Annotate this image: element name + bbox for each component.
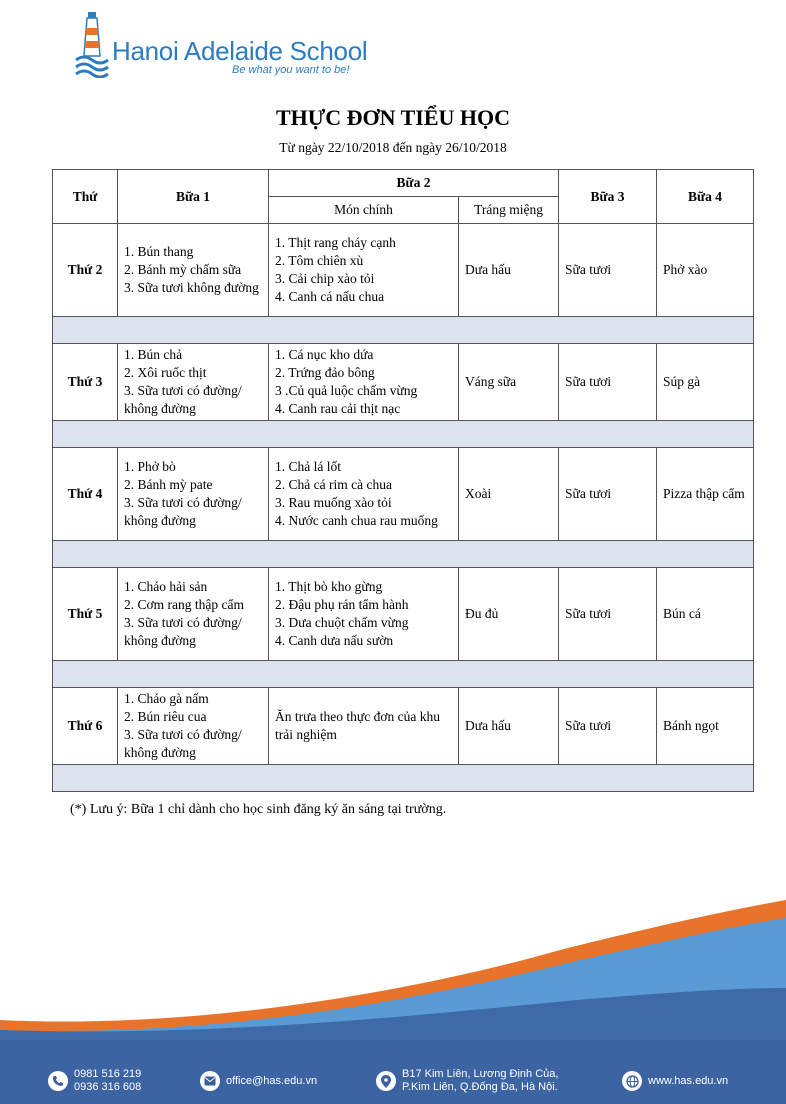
meal3-cell: Sữa tươi [559, 448, 657, 541]
header-meal2: Bữa 2 [269, 170, 559, 197]
separator-row [53, 421, 754, 448]
main-dish-item: 1. Cá nục kho dứa [275, 347, 374, 362]
globe-icon [622, 1071, 642, 1091]
dessert-cell: Váng sữa [459, 344, 559, 421]
meal4-cell: Bún cá [657, 568, 754, 661]
website-link[interactable]: www.has.edu.vn [648, 1074, 729, 1087]
meal1-item: 1. Cháo hải sản [124, 579, 208, 594]
phone-number-1[interactable]: 0981 516 219 [74, 1068, 142, 1080]
meal1-item: 1. Phở bò [124, 459, 176, 474]
separator-row [53, 765, 754, 792]
main-dish-cell [269, 568, 459, 661]
main-dish-item: 4. Canh cá nấu chua [275, 289, 385, 304]
main-dish-item: Ăn trưa theo thực đơn của khu trải nghiệm [275, 709, 440, 742]
header-meal1: Bữa 1 [118, 170, 269, 224]
meal4-cell: Bánh ngọt [657, 688, 754, 765]
dessert-cell: Dưa hấu [459, 224, 559, 317]
meal1-cell [118, 224, 269, 317]
meal1-item: 2. Bún riêu cua [124, 709, 207, 724]
menu-row [53, 688, 754, 765]
contact-website [622, 1068, 728, 1094]
separator-cell [53, 317, 754, 344]
phone-number-2[interactable]: 0936 316 608 [74, 1081, 142, 1093]
main-dish-item: 1. Chả lá lốt [275, 459, 341, 474]
main-dish-item: 1. Thịt rang cháy cạnh [275, 235, 396, 250]
main-dish-item: 3. Rau muống xào tỏi [275, 495, 392, 510]
meal1-item: 3. Sữa tươi không đường [124, 280, 259, 295]
main-dish-item: 2. Đậu phụ rán tẩm hành [275, 597, 409, 612]
date-range: Từ ngày 22/10/2018 đến ngày 26/10/2018 [279, 140, 507, 155]
meal1-item: 3. Sữa tươi có đường/ không đường [124, 495, 242, 528]
meal1-cell [118, 568, 269, 661]
footer-contacts [0, 1060, 786, 1100]
main-dish-item: 3 .Củ quả luộc chấm vừng [275, 383, 418, 398]
contact-phone [48, 1068, 141, 1094]
day-cell: Thứ 4 [53, 448, 118, 541]
logo-school-name: Hanoi Adelaide School [112, 36, 368, 66]
contact-email [200, 1068, 317, 1094]
separator-cell [53, 661, 754, 688]
school-logo [74, 8, 374, 80]
main-dish-cell [269, 224, 459, 317]
mail-icon [200, 1071, 220, 1091]
main-dish-cell [269, 688, 459, 765]
meal4-cell: Phở xào [657, 224, 754, 317]
meal3-cell: Sữa tươi [559, 568, 657, 661]
day-cell: Thứ 2 [53, 224, 118, 317]
menu-row [53, 344, 754, 421]
main-dish-item: 1. Thịt bò kho gừng [275, 579, 383, 594]
menu-row [53, 568, 754, 661]
page-title: THỰC ĐƠN TIỂU HỌC [275, 105, 511, 130]
lighthouse-logo-icon [74, 8, 110, 78]
main-dish-item: 2. Tôm chiên xù [275, 253, 364, 268]
day-cell: Thứ 5 [53, 568, 118, 661]
footnote: (*) Lưu ý: Bữa 1 chỉ dành cho học sinh đăng ký ăn sáng tại trường. [70, 802, 447, 817]
meal1-item: 2. Xôi ruốc thịt [124, 365, 207, 380]
separator-row [53, 541, 754, 568]
meal1-cell [118, 688, 269, 765]
day-cell: Thứ 6 [53, 688, 118, 765]
menu-table [52, 169, 754, 792]
header-main-dish: Món chính [269, 197, 459, 224]
header-meal4: Bữa 4 [657, 170, 754, 224]
main-dish-item: 3. Dưa chuột chấm vừng [275, 615, 409, 630]
phone-icon [48, 1071, 68, 1091]
email-link[interactable]: office@has.edu.vn [226, 1074, 318, 1087]
meal1-item: 1. Bún thang [124, 244, 194, 259]
dessert-cell: Dưa hấu [459, 688, 559, 765]
location-pin-icon [376, 1071, 396, 1091]
main-dish-cell [269, 448, 459, 541]
dessert-cell: Đu đủ [459, 568, 559, 661]
meal1-item: 2. Bánh mỳ pate [124, 477, 213, 492]
meal1-item: 3. Sữa tươi có đường/ không đường [124, 383, 242, 416]
header-day: Thứ [53, 170, 118, 224]
meal1-cell [118, 344, 269, 421]
day-cell: Thứ 3 [53, 344, 118, 421]
meal1-cell [118, 448, 269, 541]
meal4-cell: Pizza thập cẩm [657, 448, 754, 541]
meal1-item: 2. Bánh mỳ chấm sữa [124, 262, 242, 277]
meal1-item: 2. Cơm rang thập cẩm [124, 597, 244, 612]
meal3-cell: Sữa tươi [559, 688, 657, 765]
address-line-1: B17 Kim Liên, Lương Định Của, [402, 1068, 559, 1080]
main-dish-item: 4. Canh rau cải thịt nạc [275, 401, 401, 416]
separator-row [53, 661, 754, 688]
separator-cell [53, 765, 754, 792]
main-dish-item: 2. Chả cá rim cà chua [275, 477, 392, 492]
main-dish-item: 2. Trứng đảo bông [275, 365, 375, 380]
dessert-cell: Xoài [459, 448, 559, 541]
separator-cell [53, 541, 754, 568]
main-dish-item: 4. Canh dưa nấu sườn [275, 633, 394, 648]
meal1-item: 3. Sữa tươi có đường/ không đường [124, 615, 242, 648]
address-line-2: P.Kim Liên, Q.Đống Đa, Hà Nội. [402, 1081, 558, 1093]
contact-address [376, 1068, 558, 1094]
meal3-cell: Sữa tươi [559, 344, 657, 421]
header-dessert: Tráng miệng [459, 197, 559, 224]
header-meal3: Bữa 3 [559, 170, 657, 224]
main-dish-item: 3. Cải chip xào tỏi [275, 271, 375, 286]
meal1-item: 1. Bún chả [124, 347, 183, 362]
main-dish-item: 4. Nước canh chua rau muống [275, 513, 438, 528]
meal1-item: 3. Sữa tươi có đường/ không đường [124, 727, 242, 760]
meal1-item: 1. Cháo gà nấm [124, 691, 209, 706]
separator-row [53, 317, 754, 344]
separator-cell [53, 421, 754, 448]
menu-row [53, 224, 754, 317]
main-dish-cell [269, 344, 459, 421]
meal3-cell: Sữa tươi [559, 224, 657, 317]
logo-tagline: Be what you want to be! [232, 64, 350, 76]
meal4-cell: Súp gà [657, 344, 754, 421]
menu-row [53, 448, 754, 541]
